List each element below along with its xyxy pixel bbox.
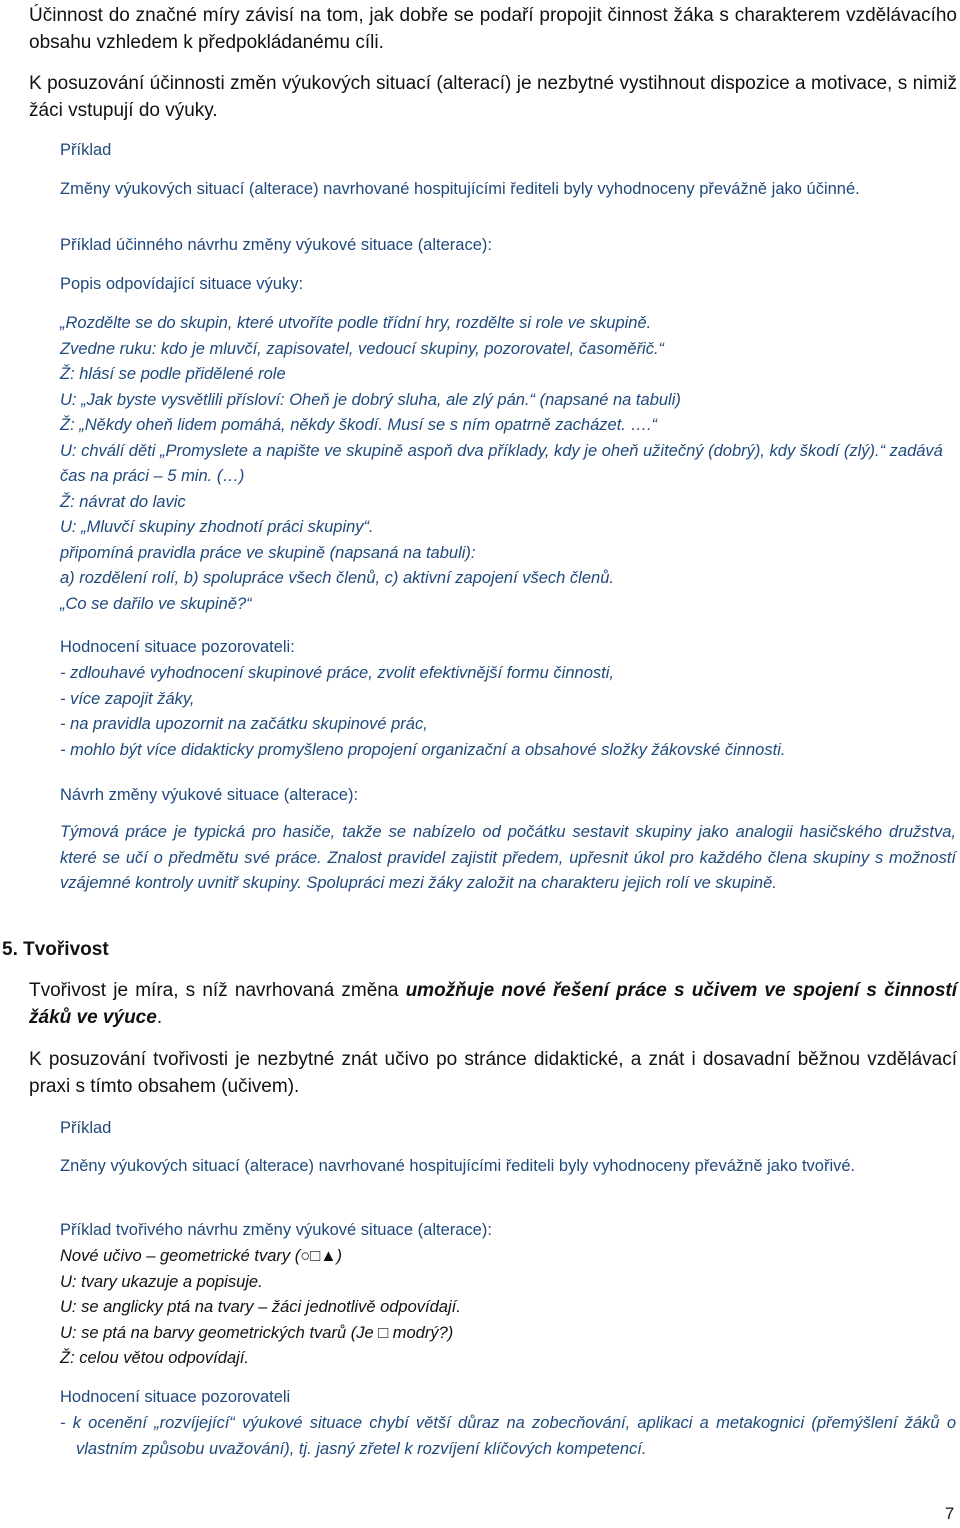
transcript-line: Nové učivo – geometrické tvary (○□▲) (60, 1247, 343, 1265)
creative-transcript (60, 1244, 940, 1372)
creativity-definition: Tvořivost je míra, s níž navrhovaná změna umožňuje nové řešení práce s učivem ve spojení s činností žáků ve výuce. (29, 980, 957, 1028)
transcript-line: U: chválí děti „Promyslete a napište ve skupině aspoň dva příklady, kdy je oheň užitečný (dobrý), kdy škodí (zlý).“ zadává čas na práci – 5 min. (…) (60, 441, 943, 485)
lesson-transcript (60, 311, 960, 617)
effective-proposal-label: Příklad účinného návrhu změny výukové situace (alterace): (60, 236, 492, 254)
description-label: Popis odpovídající situace výuky: (60, 275, 304, 293)
transcript-line: Ž: celou větou odpovídají. (60, 1349, 249, 1367)
list-item: - mohlo být více didakticky promyšleno propojení organizační a obsahové složky žákovské činnosti. (60, 740, 786, 759)
effective-summary: Změny výukových situací (alterace) navrhované hospitujícími řediteli byly vyhodnoceny převážně jako účinné. (60, 180, 860, 198)
section-heading: 5. Tvořivost (2, 939, 109, 960)
transcript-line: připomíná pravidla práce ve skupině (napsaná na tabuli): (60, 543, 476, 562)
transcript-line: „Rozdělte se do skupin, které utvoříte podle třídní hry, rozdělte si role ve skupině. (60, 314, 652, 332)
list-item: - zdlouhavé vyhodnocení skupinové práce, zvolit efektivnější formu činnosti, (60, 664, 614, 682)
transcript-line: Ž: návrat do lavic (60, 492, 186, 511)
definition-emphasis: umožňuje nové řešení práce s učivem ve spojení s činností žáků ve výuce (29, 980, 957, 1028)
transcript-line: a) rozdělení rolí, b) spolupráce všech členů, c) aktivní zapojení všech členů. (60, 569, 614, 587)
example-label: Příklad (60, 141, 112, 159)
transcript-line: U: tvary ukazuje a popisuje. (60, 1272, 263, 1291)
list-item: - na pravidla upozornit na začátku skupinové prác, (60, 715, 428, 733)
transcript-line: U: „Jak byste vysvětlili přísloví: Oheň je dobrý sluha, ale zlý pán.“ (napsané na tabuli) (60, 390, 681, 409)
list-item: - více zapojit žáky, (60, 689, 195, 708)
page-number: 7 (945, 1505, 955, 1523)
creativity-paragraph: K posuzování tvořivosti je nezbytné znát učivo po stránce didaktické, a znát i dosavadní běžnou vzdělávací praxi s tímto obsahem (učivem). (29, 1049, 957, 1097)
transcript-line: U: „Mluvčí skupiny zhodnotí práci skupiny“. (60, 518, 374, 536)
transcript-line: Zvedne ruku: kdo je mluvčí, zapisovatel, vedoucí skupiny, pozorovatel, časoměřič.“ (60, 339, 665, 358)
creative-summary: Zněny výukových situací (alterace) navrhované hospitujícími řediteli byly vyhodnoceny převážně jako tvořivé. (60, 1157, 856, 1175)
intro-paragraph-1: Účinnost do značné míry závisí na tom, jak dobře se podaří propojit činnost žáka s charakterem vzdělávacího obsahu vzhledem k předpokládanému cíli. (29, 5, 957, 53)
transcript-line: U: se anglicky ptá na tvary – žáci jednotlivě odpovídají. (60, 1298, 461, 1316)
creative-observer-label: Hodnocení situace pozorovateli (60, 1388, 291, 1406)
intro-paragraph-2: K posuzování účinnosti změn výukových situací (alterací) je nezbytné vystihnout dispozice a motivace, s nimiž žáci vstupují do výuky. (29, 73, 957, 121)
change-label: Návrh změny výukové situace (alterace): (60, 786, 359, 804)
observer-label: Hodnocení situace pozorovateli: (60, 638, 295, 656)
change-text: Týmová práce je typická pro hasiče, takže se nabízelo od počátku sestavit skupiny jako analogii hasičského družstva, které se učí o předmětu své práce. Znalost pravidel zajistit předem, upřesnit úkol pro každého člena skupiny s možností vzájemné kontroly uvnitř skupiny. Spolupráci mezi žáky založit na charakteru jejich rolí ve skupině. (60, 823, 956, 892)
creative-observer-item: - k ocenění „rozvíjející“ výukové situace chybí větší důraz na zobecňování, aplikaci a metakognici (přemýšlení žáků o vlastním způsobu uvažování), tj. jasný zřetel k rozvíjení klíčových kompetencí. (60, 1414, 956, 1458)
observer-list (60, 661, 950, 763)
transcript-line: U: se ptá na barvy geometrických tvarů (Je □ modrý?) (60, 1323, 454, 1342)
example-label: Příklad (60, 1119, 112, 1137)
transcript-line: Ž: „Někdy oheň lidem pomáhá, někdy škodí. Musí se s ním opatrně zacházet. ….“ (60, 416, 658, 434)
transcript-line: Ž: hlásí se podle přidělené role (60, 365, 286, 383)
creative-proposal-label: Příklad tvořivého návrhu změny výukové situace (alterace): (60, 1221, 492, 1239)
transcript-line: „Co se dařilo ve skupině?“ (60, 594, 252, 613)
